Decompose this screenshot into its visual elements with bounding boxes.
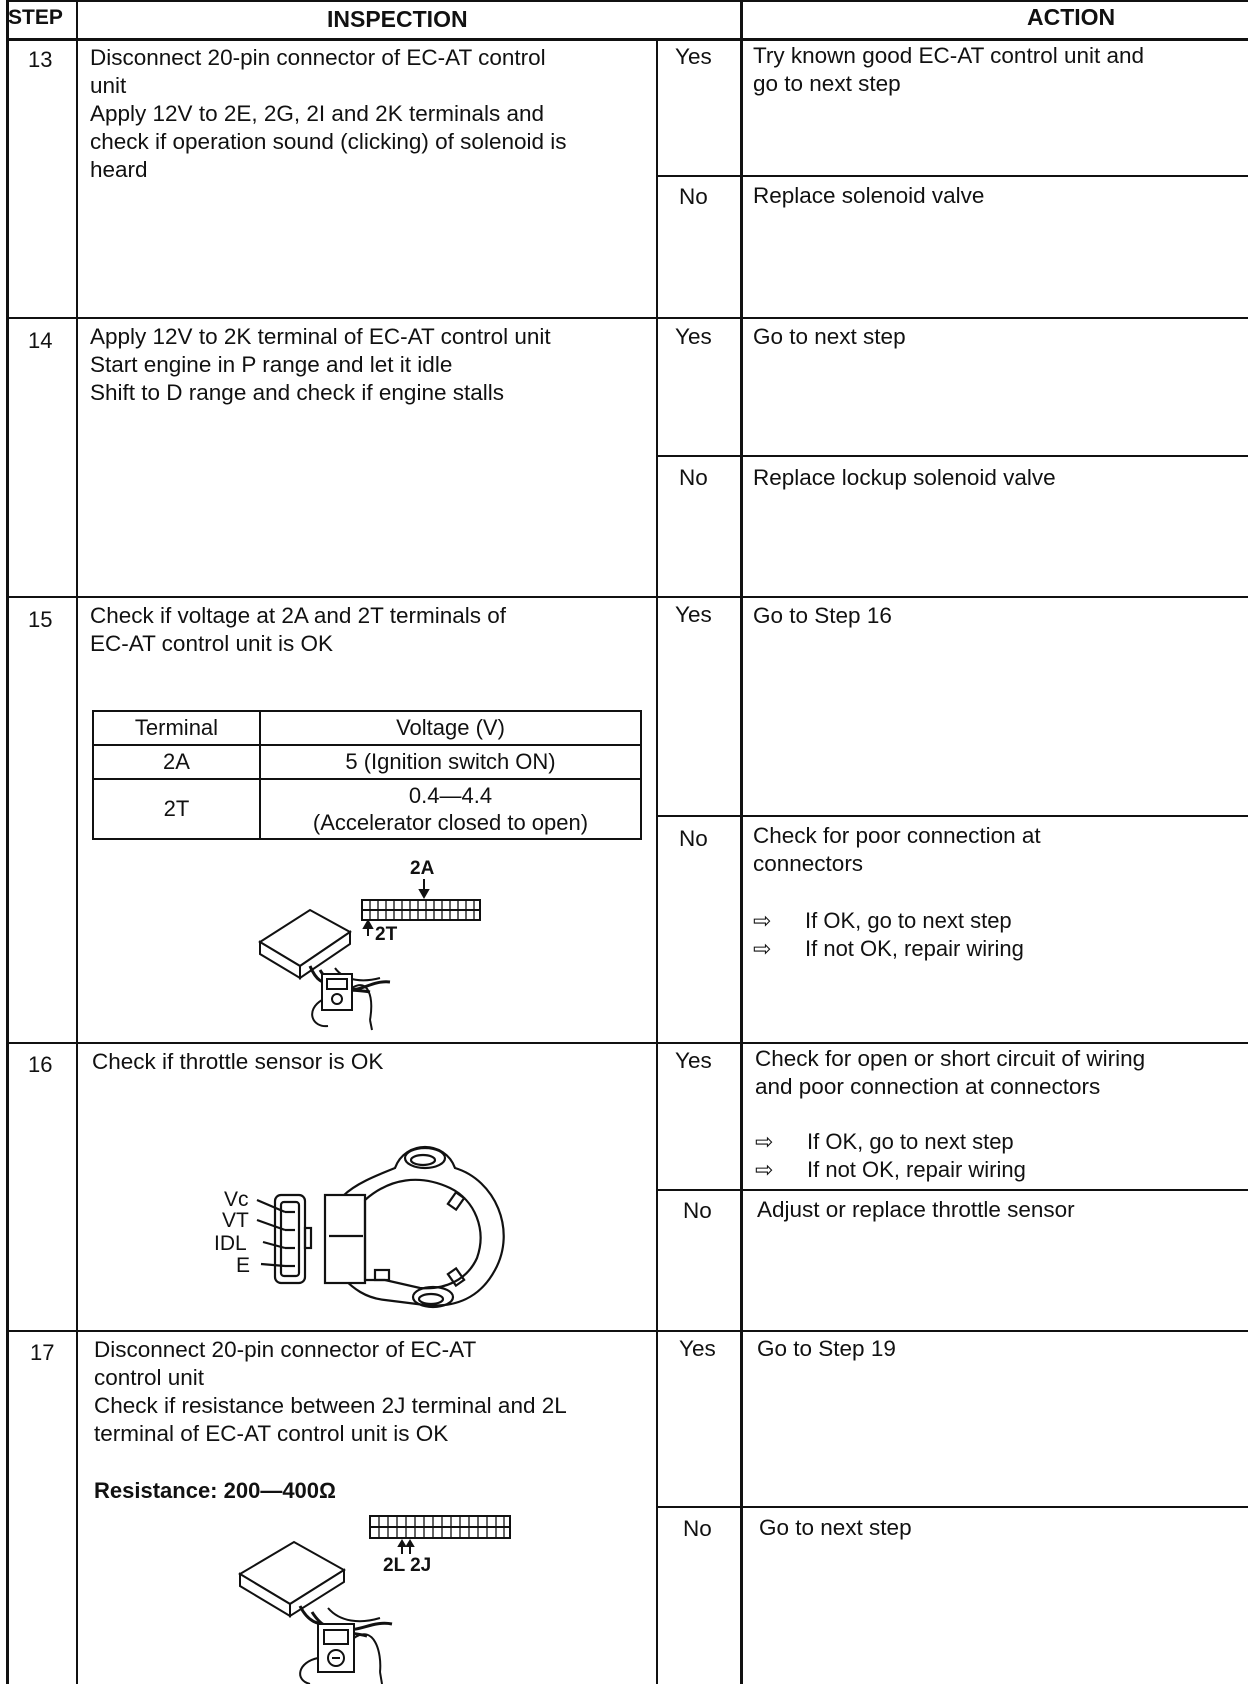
yes-action: Go to Step 19 — [757, 1336, 896, 1361]
header-action: ACTION — [1027, 4, 1116, 30]
inspection-text: Check if throttle sensor is OK — [92, 1049, 384, 1074]
inspection-text: Apply 12V to 2K terminal of EC-AT control unit Start engine in P range and let it idle Shift to D range and check if engine stalls — [90, 324, 551, 405]
yes-label: Yes — [679, 1336, 716, 1361]
no-bullet: ⇨ If OK, go to next step — [753, 908, 1012, 933]
no-bullet: ⇨ If not OK, repair wiring — [753, 936, 1024, 961]
no-action: Replace lockup solenoid valve — [753, 465, 1056, 490]
arrow-right-icon: ⇨ — [753, 936, 772, 961]
figure-label-2a: 2A — [410, 858, 435, 879]
yes-action: Try known good EC-AT control unit and go to next step — [753, 43, 1145, 96]
voltage-table-cell: 2A — [93, 745, 260, 779]
arrow-right-icon: ⇨ — [753, 908, 772, 933]
resistance-spec: Resistance: 200—400Ω — [94, 1478, 336, 1503]
step-number: 13 — [28, 47, 53, 72]
figure-label-2l-2j: 2L 2J — [383, 1555, 432, 1576]
yes-bullet: ⇨ If not OK, repair wiring — [755, 1157, 1026, 1182]
voltage-table-header-terminal: Terminal — [93, 711, 260, 745]
no-label: No — [683, 1198, 712, 1223]
voltage-table-cell: 5 (Ignition switch ON) — [260, 745, 641, 779]
inspection-text: Disconnect 20-pin connector of EC-AT control unit Apply 12V to 2E, 2G, 2I and 2K terminals and check if operation sound (clicking) of solenoid is heard — [90, 45, 567, 182]
figure-label-idl: IDL — [214, 1232, 247, 1255]
no-action: Go to next step — [759, 1515, 912, 1540]
inspection-text: Disconnect 20-pin connector of EC-AT control unit Check if resistance between 2J terminal and 2L terminal of EC-AT control unit is OK — [94, 1337, 567, 1446]
inspection-text: Check if voltage at 2A and 2T terminals of EC-AT control unit is OK — [90, 603, 507, 656]
no-label: No — [679, 184, 708, 209]
step-number: 16 — [28, 1052, 53, 1077]
figure-label-vt: VT — [222, 1209, 249, 1232]
yes-label: Yes — [675, 1048, 712, 1073]
yes-label: Yes — [675, 602, 712, 627]
arrow-right-icon: ⇨ — [755, 1129, 774, 1154]
step-number: 17 — [30, 1340, 55, 1365]
no-action: Check for poor connection at connectors — [753, 823, 1041, 876]
yes-label: Yes — [675, 44, 712, 69]
ecu-resistance-figure — [232, 1512, 522, 1684]
yes-action: Go to Step 16 — [753, 603, 892, 628]
yes-action: Go to next step — [753, 324, 906, 349]
no-label: No — [679, 826, 708, 851]
step-number: 14 — [28, 328, 53, 353]
figure-label-2t: 2T — [375, 924, 398, 945]
voltage-table-cell: 0.4—4.4 (Accelerator closed to open) — [260, 779, 641, 839]
no-action: Replace solenoid valve — [753, 183, 985, 208]
ecu-voltage-figure — [250, 870, 490, 1030]
header-step: STEP — [8, 6, 63, 29]
no-label: No — [679, 465, 708, 490]
voltage-table — [92, 710, 642, 840]
yes-label: Yes — [675, 324, 712, 349]
no-action: Adjust or replace throttle sensor — [757, 1197, 1075, 1222]
step-number: 15 — [28, 607, 53, 632]
throttle-sensor-figure — [255, 1100, 515, 1310]
arrow-right-icon: ⇨ — [755, 1157, 774, 1182]
yes-action: Check for open or short circuit of wiring and poor connection at connectors — [755, 1046, 1146, 1099]
yes-bullet: ⇨ If OK, go to next step — [755, 1129, 1014, 1154]
voltage-table-header-voltage: Voltage (V) — [260, 711, 641, 745]
figure-label-e: E — [236, 1254, 251, 1277]
no-label: No — [683, 1516, 712, 1541]
header-inspection: INSPECTION — [327, 6, 468, 32]
voltage-table-cell: 2T — [93, 779, 260, 839]
figure-label-vc: Vc — [224, 1188, 249, 1211]
